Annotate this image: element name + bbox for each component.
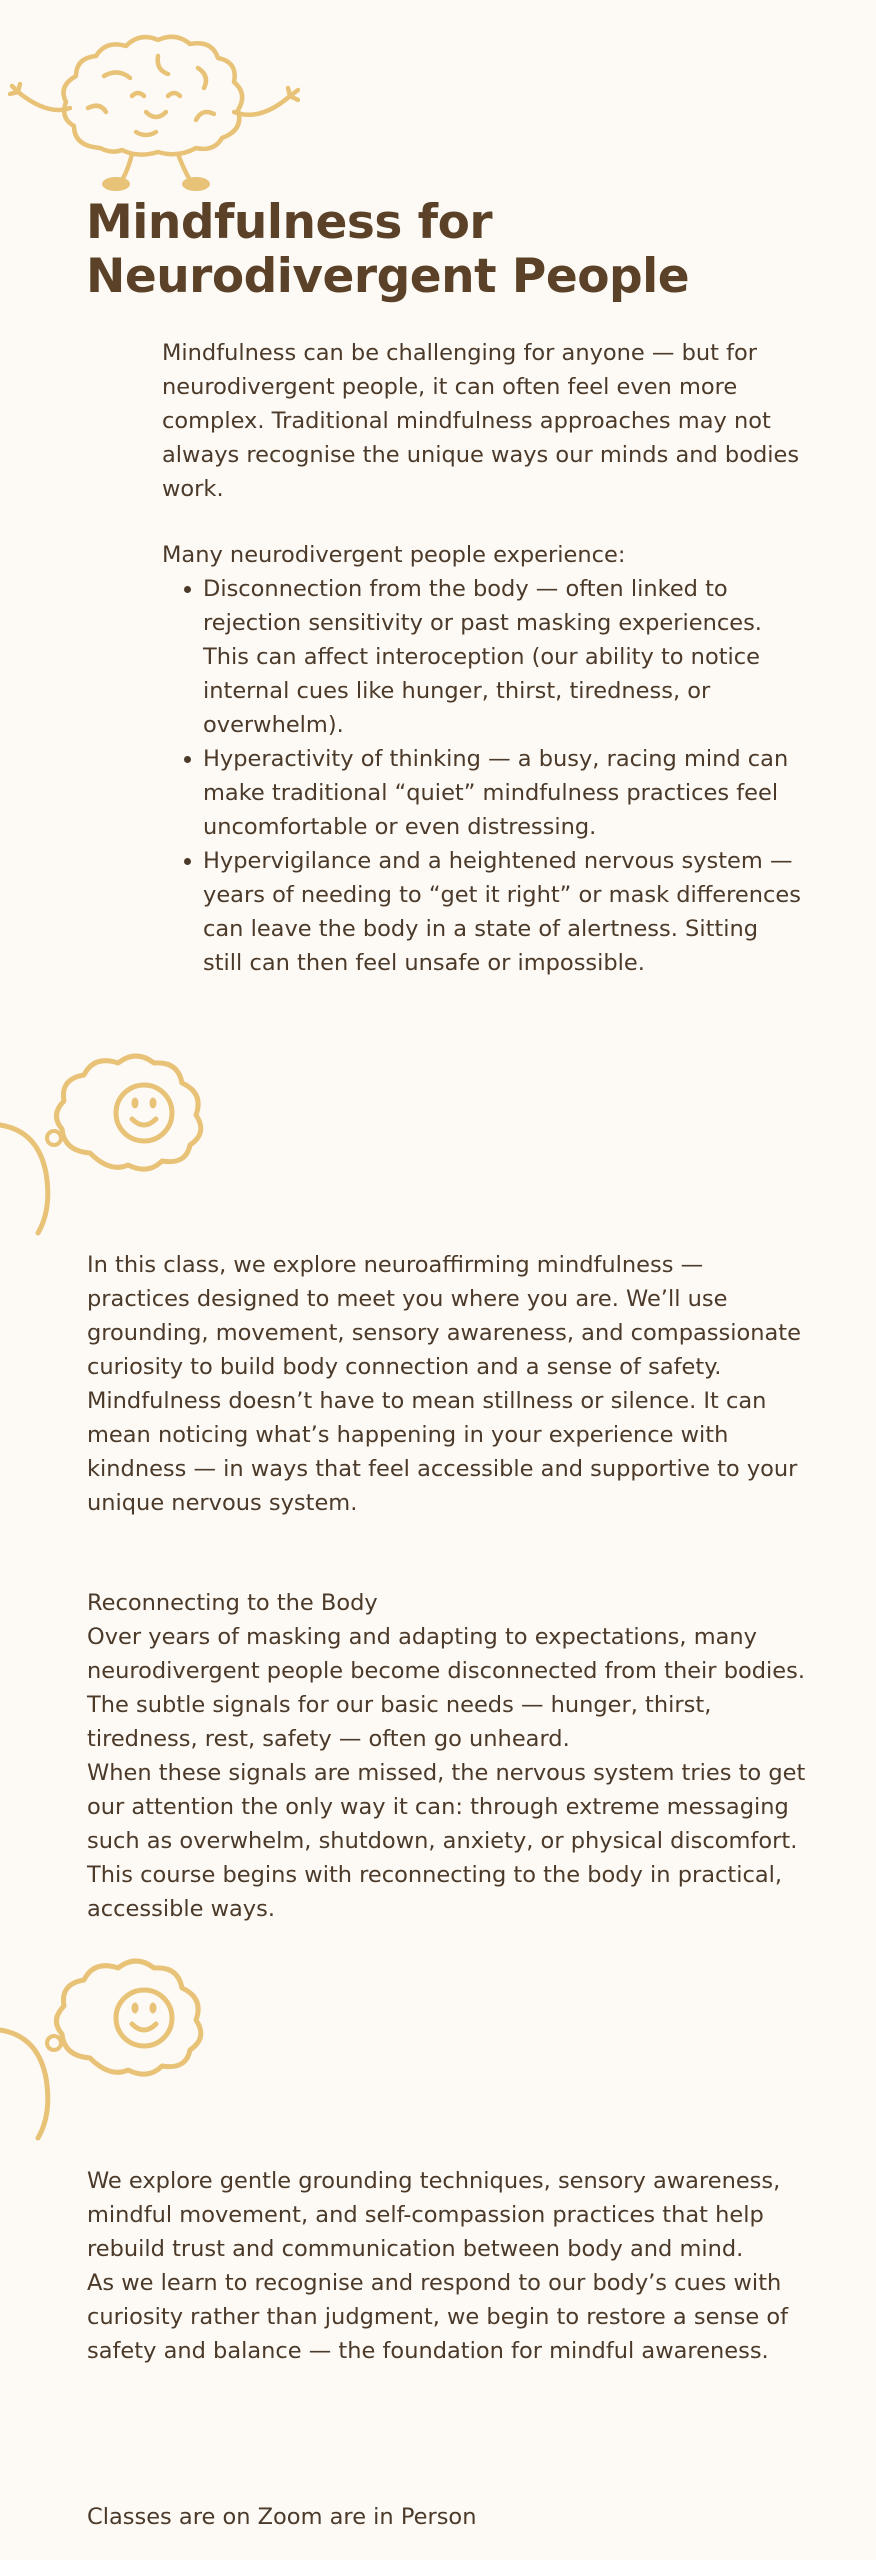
class-format-note: [87, 2500, 807, 2534]
class-paragraph-1: In this class, we explore neuroaffirming mindfulness — practices designed to meet you where you are. We’ll use grounding, movement, sensory awareness, and compassionate curiosity to build body connection and a sense of safety.: [87, 1252, 801, 1380]
list-item: Disconnection from the body — often linked to rejection sensitivity or past masking experiences. This can affect interoception (our ability to notice internal cues like hunger, thirst, tiredness, or overwhelm).: [203, 572, 802, 742]
page-title-line-2: Neurodivergent People: [86, 249, 690, 304]
list-item: Hyperactivity of thinking — a busy, racing mind can make traditional “quiet” mindfulness practices feel uncomfortable or even distressing.: [203, 742, 802, 844]
page-title: [86, 196, 806, 304]
list-item: Hypervigilance and a heightened nervous system — years of needing to “get it right” or mask differences can leave the body in a state of alertness. Sitting still can then feel unsafe or impossible.: [203, 844, 802, 980]
explore-paragraph-1: We explore gentle grounding techniques, sensory awareness, mindful movement, and self-compassion practices that help rebuild trust and communication between body and mind.: [87, 2168, 781, 2262]
reconnect-paragraph-3: This course begins with reconnecting to the body in practical, accessible ways.: [87, 1862, 783, 1922]
class-paragraph-2: Mindfulness doesn’t have to mean stillness or silence. It can mean noticing what’s happening in your experience with kindness — in ways that feel accessible and supportive to your unique nervous system.: [87, 1388, 798, 1516]
class-format-text: Classes are on Zoom are in Person: [87, 2504, 477, 2530]
smiling-brain-character-icon: [8, 30, 300, 192]
class-description-section: [87, 1248, 807, 1520]
smiling-cloud-icon: [0, 1005, 240, 1245]
experience-list: [162, 572, 802, 980]
experience-section: [162, 538, 802, 980]
reconnecting-section: [87, 1586, 807, 1926]
intro-paragraph: [162, 336, 802, 506]
smiling-cloud-icon: [0, 1910, 240, 2150]
page-title-line-1: Mindfulness for: [86, 195, 493, 250]
reconnect-paragraph-1: Over years of masking and adapting to expectations, many neurodivergent people become disconnected from their bodies. The subtle signals for our basic needs — hunger, thirst, tiredness, rest, safety — often go unheard.: [87, 1624, 806, 1752]
reconnect-heading: Reconnecting to the Body: [87, 1590, 378, 1616]
explore-section: [87, 2164, 807, 2368]
intro-text: Mindfulness can be challenging for anyone — but for neurodivergent people, it can often feel even more complex. Traditional mindfulness approaches may not always recognise the unique ways our minds and bodies work.: [162, 340, 800, 502]
reconnect-paragraph-2: When these signals are missed, the nervous system tries to get our attention the only way it can: through extreme messaging such as overwhelm, shutdown, anxiety, or physical discomfort.: [87, 1760, 806, 1854]
experience-lead: Many neurodivergent people experience:: [162, 542, 626, 568]
explore-paragraph-2: As we learn to recognise and respond to our body’s cues with curiosity rather than judgment, we begin to restore a sense of safety and balance — the foundation for mindful awareness.: [87, 2270, 789, 2364]
